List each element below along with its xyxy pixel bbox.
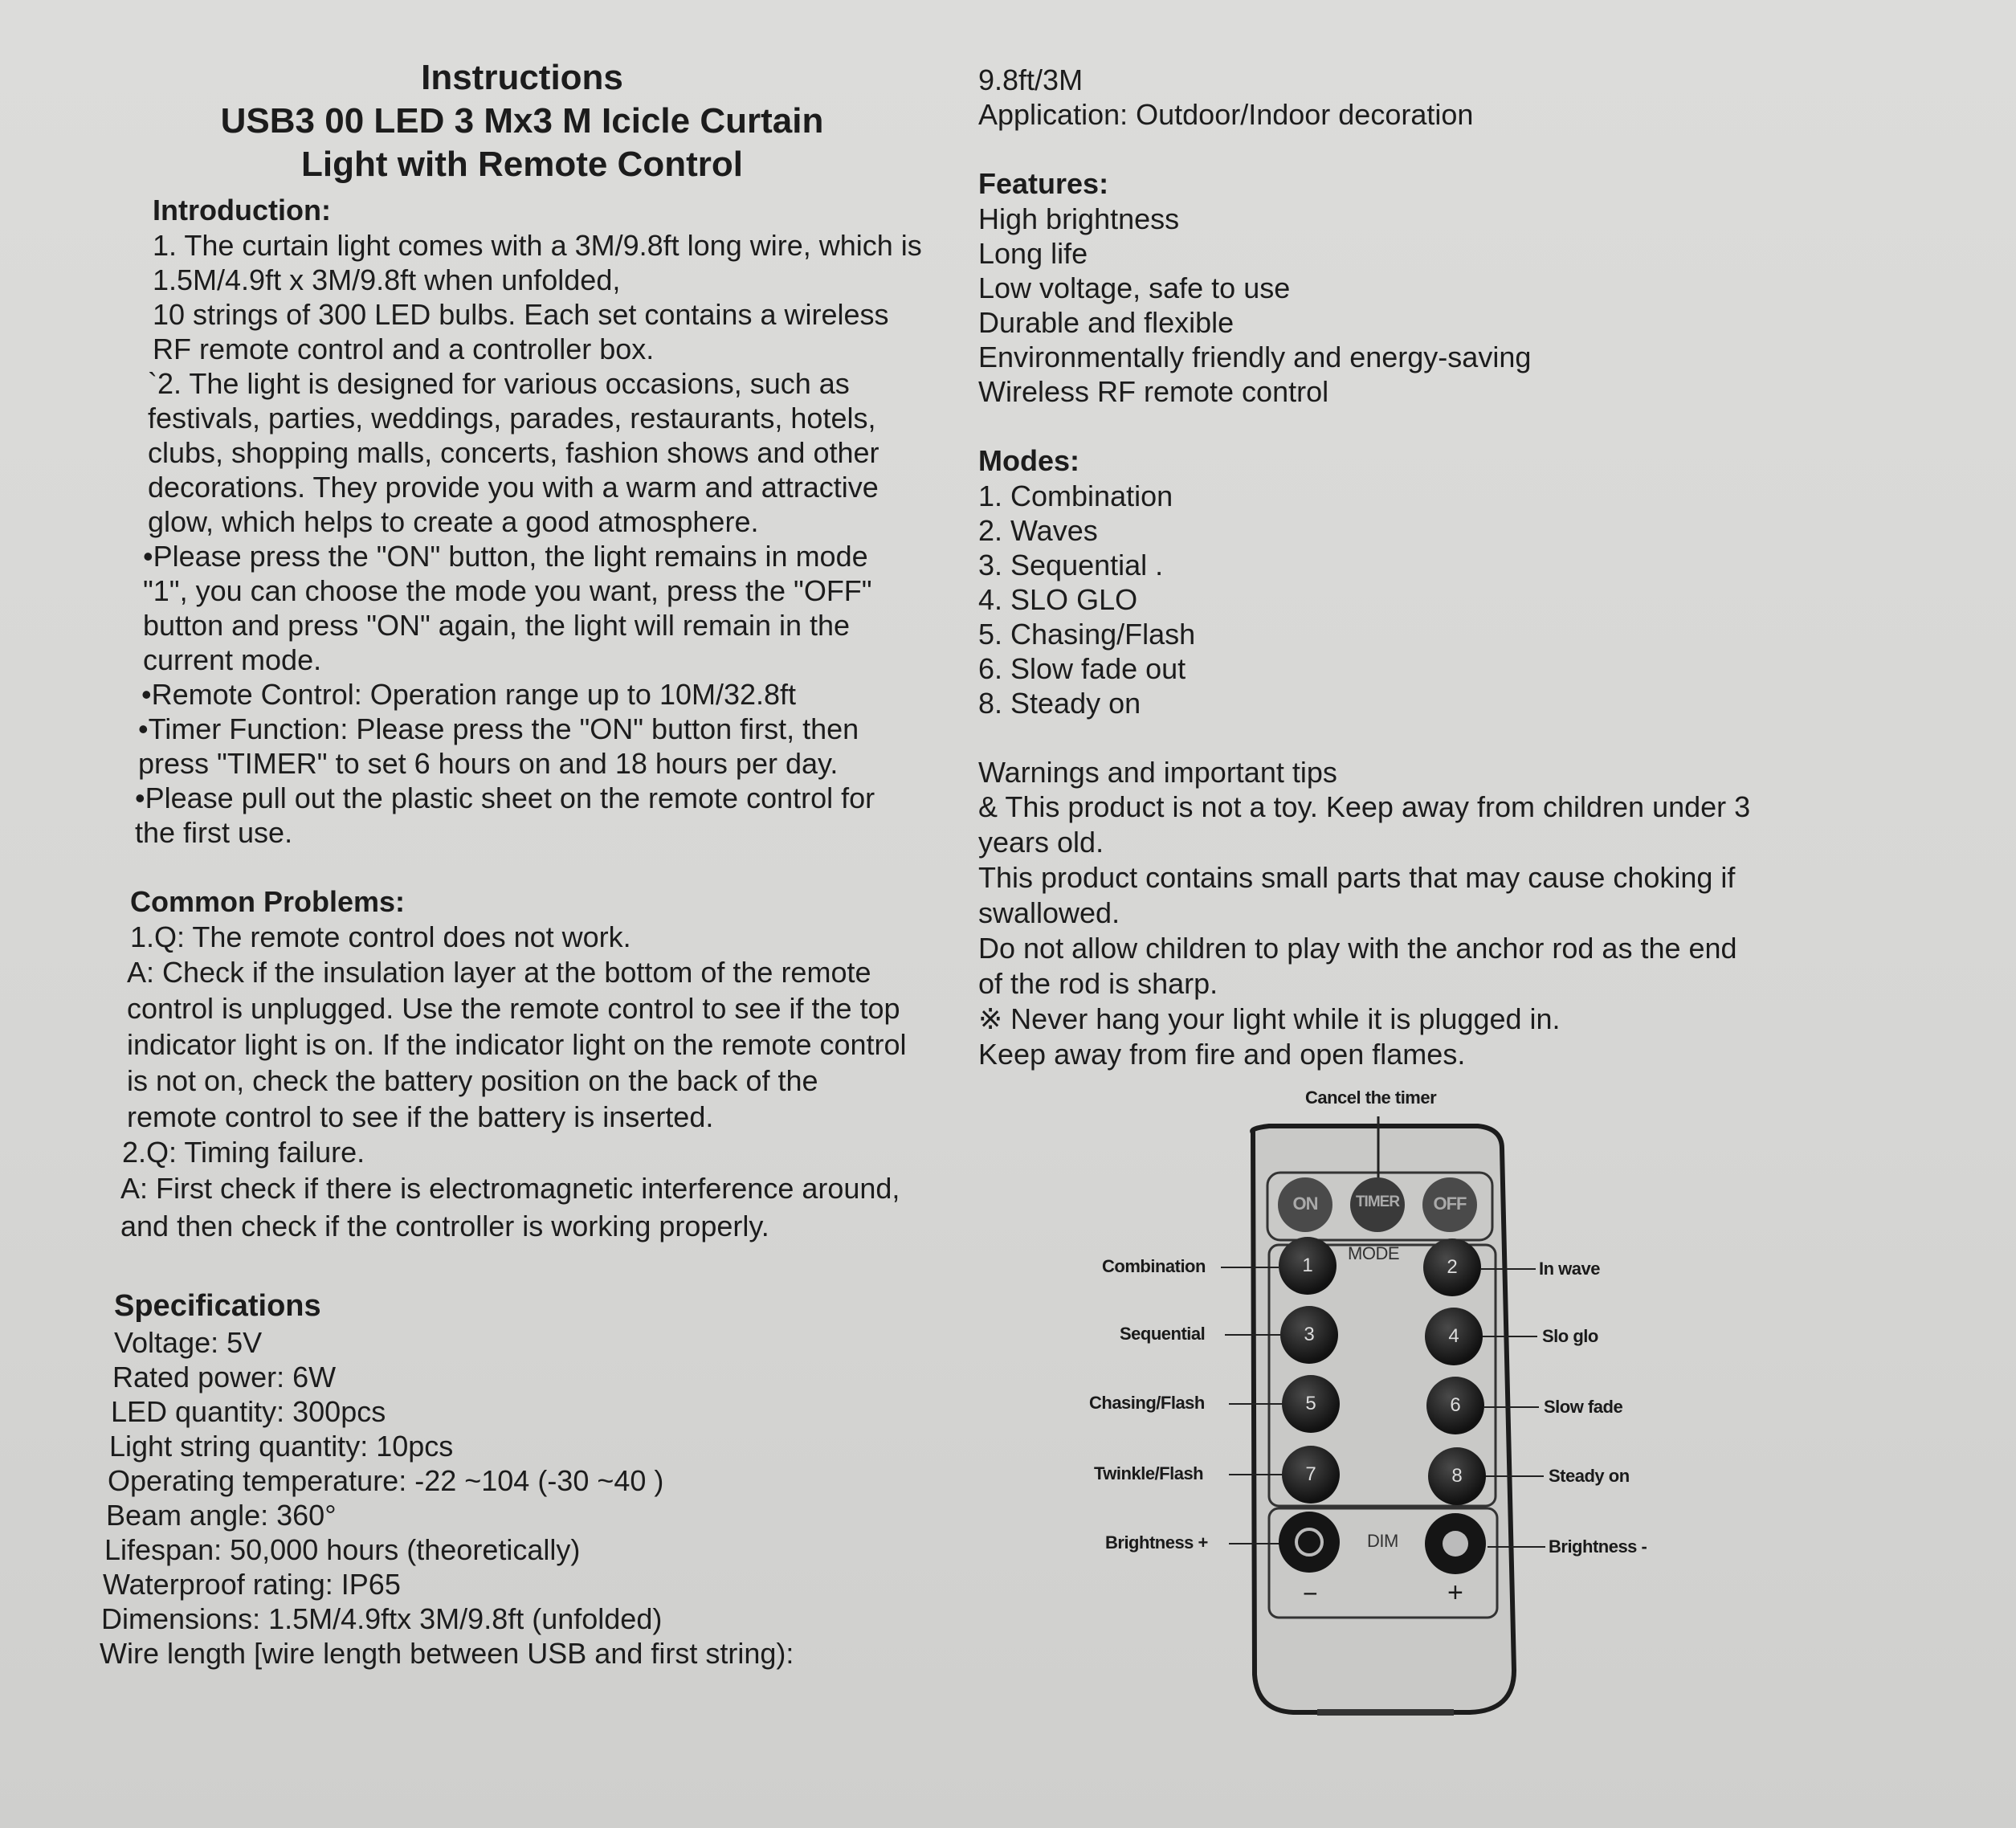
features-list bbox=[978, 202, 1830, 409]
spec-item: Beam angle: 360° bbox=[106, 1499, 337, 1532]
feature-item: Wireless RF remote control bbox=[978, 375, 1329, 408]
spec-item: Lifespan: 50,000 hours (theoretically) bbox=[104, 1533, 581, 1566]
mode-button-2: 2 bbox=[1423, 1238, 1481, 1296]
label-chasing-flash: Chasing/Flash bbox=[1089, 1393, 1205, 1413]
feature-item: Long life bbox=[978, 237, 1088, 270]
features-heading: Features: bbox=[978, 167, 1109, 200]
problem-q1: 1.Q: The remote control does not work. bbox=[130, 920, 631, 953]
problem-a2: A: First check if there is electromagnetic interference around, and then check if the controller is working properly. bbox=[120, 1172, 900, 1242]
document-title bbox=[96, 56, 948, 186]
mode-item: 6. Slow fade out bbox=[978, 652, 1186, 685]
spec-continued-item: 9.8ft/3M bbox=[978, 63, 1083, 96]
problem-q2: 2.Q: Timing failure. bbox=[122, 1136, 365, 1169]
mode-button-8: 8 bbox=[1428, 1447, 1486, 1505]
spec-item: Voltage: 5V bbox=[114, 1326, 263, 1359]
feature-item: High brightness bbox=[978, 202, 1180, 235]
spec-item: Waterproof rating: IP65 bbox=[103, 1568, 401, 1601]
title-line-1: Instructions bbox=[421, 58, 623, 97]
specifications-heading: Specifications bbox=[114, 1289, 321, 1323]
spec-item: Light string quantity: 10pcs bbox=[109, 1430, 454, 1463]
intro-paragraph-5: •Timer Function: Please press the "ON" button first, then press "TIMER" to set 6 hours on and 18 hours per day. bbox=[138, 712, 859, 780]
label-steady-on: Steady on bbox=[1549, 1466, 1630, 1486]
intro-paragraph-2: `2. The light is designed for various occasions, such as festivals, parties, weddings, parades, restaurants, hotels, clubs, shopping malls, concerts, fashion shows and other decorations. They provide you with a warm and attractive glow, which helps to create a good atmosphere. bbox=[148, 367, 879, 538]
mode-item: 8. Steady on bbox=[978, 687, 1141, 720]
spec-item: Dimensions: 1.5M/4.9ftx 3M/9.8ft (unfolded) bbox=[101, 1602, 663, 1635]
common-problems-heading: Common Problems: bbox=[130, 885, 406, 918]
label-brightness-plus: Brightness + bbox=[1105, 1532, 1208, 1553]
mode-button-6: 6 bbox=[1426, 1377, 1484, 1434]
intro-paragraph-4: •Remote Control: Operation range up to 10M/32.8ft bbox=[141, 678, 797, 711]
mode-button-1: 1 bbox=[1279, 1237, 1337, 1295]
mode-button-5: 5 bbox=[1282, 1375, 1340, 1433]
left-column bbox=[96, 56, 948, 1671]
cancel-timer-label: Cancel the timer bbox=[1305, 1087, 1437, 1108]
modes-list bbox=[978, 479, 1830, 720]
spec-continued bbox=[978, 63, 1830, 132]
dim-plus: + bbox=[1447, 1577, 1463, 1608]
label-brightness-minus: Brightness - bbox=[1549, 1536, 1647, 1557]
title-line-3: Light with Remote Control bbox=[301, 145, 743, 184]
warning-paragraph: ※ Never hang your light while it is plugged in. bbox=[978, 1002, 1561, 1035]
remote-control-diagram bbox=[1076, 1084, 1703, 1727]
label-sequential: Sequential bbox=[1120, 1324, 1206, 1344]
feature-item: Environmentally friendly and energy-saving bbox=[978, 341, 1532, 373]
mode-item: 1. Combination bbox=[978, 479, 1173, 512]
on-button: ON bbox=[1292, 1194, 1318, 1214]
spec-item: Operating temperature: -22 ~104 (-30 ~40 ) bbox=[108, 1464, 664, 1497]
timer-button: TIMER bbox=[1355, 1194, 1400, 1210]
common-problems-section bbox=[120, 884, 948, 1245]
label-combination: Combination bbox=[1102, 1256, 1206, 1276]
label-in-wave: In wave bbox=[1539, 1259, 1600, 1279]
warning-paragraph: This product contains small parts that may cause choking if swallowed. bbox=[978, 861, 1736, 929]
mode-button-7: 7 bbox=[1282, 1446, 1340, 1504]
label-slo-glo: Slo glo bbox=[1542, 1326, 1598, 1346]
dim-minus: − bbox=[1303, 1579, 1318, 1608]
spec-item: LED quantity: 300pcs bbox=[111, 1395, 386, 1428]
modes-heading: Modes: bbox=[978, 444, 1079, 477]
specifications-section bbox=[100, 1287, 948, 1671]
warning-paragraph: & This product is not a toy. Keep away from children under 3 years old. bbox=[978, 790, 1751, 859]
mode-label: MODE bbox=[1348, 1243, 1399, 1263]
warning-paragraph: Do not allow children to play with the anchor rod as the end of the rod is sharp. bbox=[978, 932, 1737, 1000]
label-slow-fade: Slow fade bbox=[1544, 1397, 1623, 1417]
intro-paragraph-1: 1. The curtain light comes with a 3M/9.8ft long wire, which is 1.5M/4.9ft x 3M/9.8ft when unfolded, 10 strings of 300 LED bulbs. Each set contains a wireless RF remote control and a controller box. bbox=[153, 229, 922, 365]
warnings-heading: Warnings and important tips bbox=[978, 756, 1337, 789]
specifications-list bbox=[100, 1325, 948, 1671]
mode-button-4: 4 bbox=[1425, 1308, 1483, 1365]
feature-item: Durable and flexible bbox=[978, 306, 1234, 339]
feature-item: Low voltage, safe to use bbox=[978, 271, 1291, 304]
mode-item: 5. Chasing/Flash bbox=[978, 618, 1196, 651]
introduction-heading: Introduction: bbox=[153, 194, 331, 226]
intro-paragraph-3: •Please press the "ON" button, the light remains in mode "1", you can choose the mode you want, press the "OFF" button and press "ON" again, the light will remain in the current mode. bbox=[143, 540, 872, 676]
introduction-section bbox=[135, 193, 948, 850]
mode-button-3: 3 bbox=[1280, 1306, 1338, 1364]
intro-paragraph-6: •Please pull out the plastic sheet on the remote control for the first use. bbox=[135, 781, 875, 849]
off-button: OFF bbox=[1433, 1194, 1467, 1214]
title-line-2: USB3 00 LED 3 Mx3 M Icicle Curtain bbox=[220, 101, 824, 141]
spec-item: Rated power: 6W bbox=[112, 1361, 337, 1393]
mode-item: 3. Sequential . bbox=[978, 549, 1164, 581]
right-column bbox=[978, 63, 1830, 1072]
spec-item: Wire length [wire length between USB and first string): bbox=[100, 1637, 794, 1670]
label-twinkle-flash: Twinkle/Flash bbox=[1094, 1463, 1204, 1483]
mode-item: 2. Waves bbox=[978, 514, 1098, 547]
dim-label: DIM bbox=[1367, 1531, 1398, 1551]
warning-paragraph: Keep away from fire and open flames. bbox=[978, 1038, 1466, 1071]
spec-continued-item: Application: Outdoor/Indoor decoration bbox=[978, 98, 1474, 131]
problem-a1: A: Check if the insulation layer at the bottom of the remote control is unplugged. Use the remote control to see if the top indicator light is on. If the indicator light on the remote control is not on, check the battery position on the back of the remote control to see if the battery is inserted. bbox=[127, 956, 907, 1133]
mode-item: 4. SLO GLO bbox=[978, 583, 1138, 616]
